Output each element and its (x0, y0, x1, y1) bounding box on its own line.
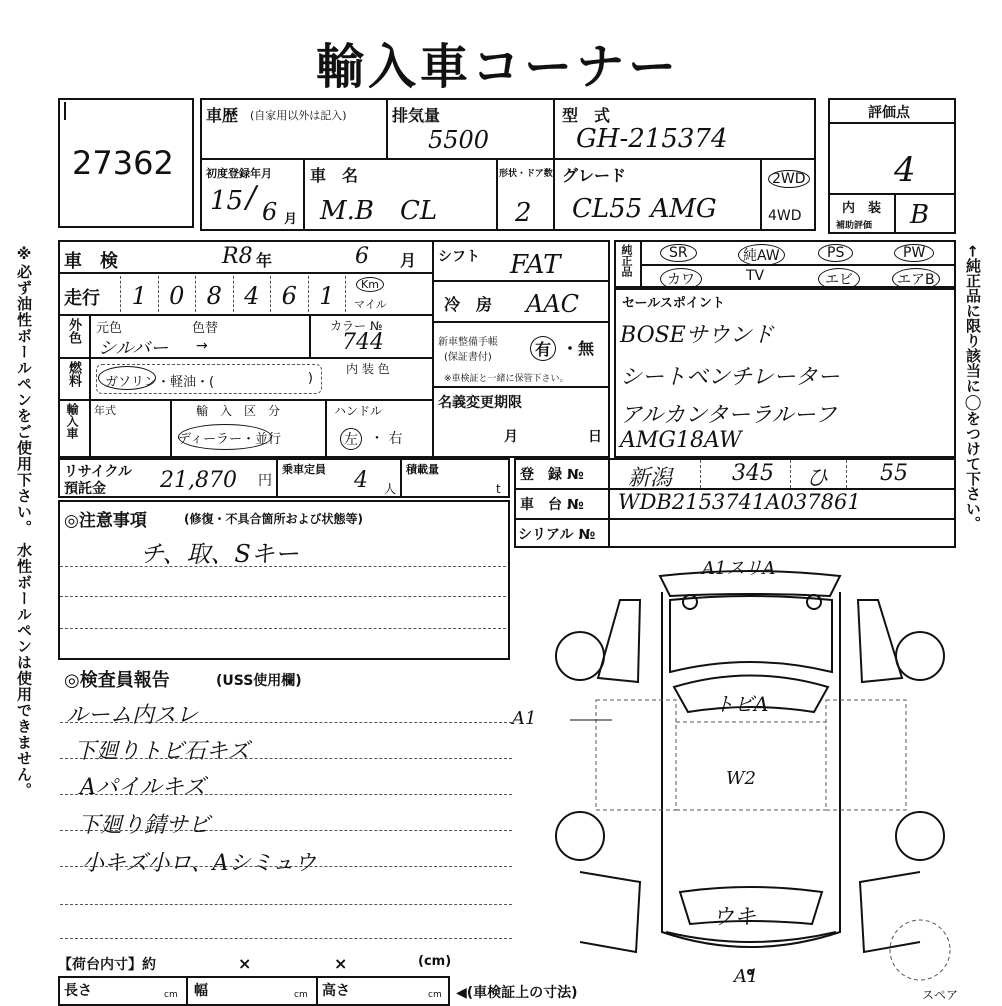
new-car-book-label: 新車整備手帳 (438, 337, 498, 348)
diagram-front: A1スリA (702, 558, 776, 579)
report-line-4: 下廻り錆サビ (78, 813, 211, 838)
genuine-label: 純正品 (620, 244, 633, 277)
sales-point-2: シートベンチレーター (620, 365, 840, 390)
registration-area: 新潟 (628, 466, 673, 491)
mileage-digit: 1 (120, 276, 158, 312)
sales-points-label: セールスポイント (622, 296, 725, 311)
doors-value: 2 (515, 198, 532, 228)
fuel-options: ガソリン・軽油・( (105, 375, 215, 390)
diagram-roof: W2 (726, 768, 756, 789)
lot-number: 27362 (72, 144, 174, 182)
repaint-arrow: → (196, 338, 208, 354)
lot-number-box (58, 98, 194, 228)
mileage-digit: 6 (270, 276, 308, 312)
notes-title: ◎注意事項 (64, 511, 147, 531)
sales-point-1: BOSEサウンド (620, 323, 774, 348)
drive-2wd: 2WD (768, 170, 810, 188)
inspection-year-unit: 年 (256, 251, 273, 270)
report-line-5: 小キズ小ロ、Aシミュウ (82, 851, 317, 876)
recycle-fee: 21,870 (160, 468, 237, 493)
shape-doors-label: 形状・ドア数 (499, 169, 553, 179)
inspection-label: 車 検 (64, 251, 118, 272)
km-unit: Km (356, 277, 384, 292)
report-line-3: Aパイルキズ (80, 775, 206, 800)
sales-point-3: アルカンターラルーフ (620, 403, 837, 428)
displacement-label: 排気量 (392, 106, 441, 125)
history-note: (自家用以外は記入) (250, 109, 347, 122)
interior-color-label: 内 装 色 (346, 362, 390, 376)
length-label: 長さ (64, 983, 92, 999)
first-reg-label: 初度登録年月 (206, 167, 272, 180)
import-options: ディーラー・並行 (178, 432, 281, 447)
equip-aw: 純AW (738, 244, 785, 266)
keep-note: ※車検証と一緒に保管下さい。 (444, 374, 569, 384)
shift-value: FAT (510, 250, 561, 280)
report-subtitle: (USS使用欄) (216, 673, 302, 689)
dealer-circle (178, 424, 272, 450)
handle-right: ・ 右 (370, 431, 403, 447)
persons-unit: 人 (384, 482, 397, 496)
equip-pw: PW (894, 244, 934, 262)
mileage-digit: 1 (308, 276, 347, 312)
inspection-year: R8 (222, 244, 253, 269)
width-cm: cm (294, 990, 308, 1000)
recycle-label-1: リサイクル (64, 464, 133, 480)
side-note-left: ※必ず油性ボールペンをご使用下さい。 水性ボールペンは使用できません。 (15, 245, 33, 799)
drive-4wd: 4WD (768, 208, 802, 224)
first-reg-slash: / (246, 180, 257, 215)
height-label: 高さ (322, 983, 350, 999)
report-line-2: 下廻りトビ石キズ (74, 739, 250, 764)
width-label: 幅 (194, 983, 208, 999)
equip-airbag: エアB (892, 268, 940, 290)
displacement-value: 5500 (428, 126, 490, 154)
first-reg-month: 6 (262, 198, 278, 226)
shift-label: シフト (438, 249, 480, 265)
sales-point-4: AMG18AW (620, 428, 742, 453)
chassis-value: WDB2153741A037861 (618, 490, 861, 514)
has-no: ・無 (562, 339, 595, 358)
mileage-digits (120, 276, 346, 312)
gasoline-circle (98, 366, 156, 390)
inspection-month: 6 (355, 244, 369, 269)
fuel-label: 燃料 (66, 361, 81, 387)
ac-value: AAC (526, 290, 580, 318)
mileage-digit: 4 (233, 276, 271, 312)
height-cm: cm (428, 990, 442, 1000)
color-no-value: 744 (342, 330, 384, 355)
diagram-hood: トビA (714, 692, 769, 716)
registration-class: 345 (732, 461, 774, 486)
cargo-cm: (cm) (418, 954, 452, 969)
equip-sr: SR (660, 244, 697, 262)
model-year-label: 年式 (94, 404, 116, 417)
registration-number: 55 (880, 461, 908, 486)
capacity-label: 乗車定員 (282, 463, 326, 476)
recycle-label-2: 預託金 (64, 481, 106, 497)
equip-tv: TV (746, 268, 765, 284)
registration-kana: ひ (806, 466, 829, 491)
mile-unit: マイル (354, 298, 387, 311)
name-change-month: 月 (504, 429, 518, 445)
inspection-month-unit: 月 (400, 251, 417, 270)
name-change-label: 名義変更期限 (438, 395, 522, 411)
orig-color-value: シルバー (98, 338, 169, 359)
repaint-label: 色替 (192, 321, 219, 336)
notes-value: チ、取、Sキー (140, 540, 299, 568)
cargo-times-1: × (238, 954, 252, 973)
car-name-label: 車 名 (310, 166, 359, 185)
supplementary-label: 補助評価 (836, 221, 873, 231)
mileage-digit: 0 (158, 276, 196, 312)
handle-label: ハンドル (334, 404, 383, 418)
side-note-right: ←純正品に限り該当に◯をつけて下さい。 (964, 245, 982, 531)
import-car-label: 輸入車 (65, 403, 79, 439)
has-yes: 有 (530, 336, 556, 361)
color-no-label: カラー № (330, 319, 383, 333)
diagram-rear-bottom: A1 (734, 966, 759, 987)
ac-label: 冷 房 (444, 295, 493, 314)
orig-color-label: 元色 (96, 321, 123, 336)
mileage-label: 走行 (64, 288, 100, 309)
capacity-value: 4 (354, 468, 368, 493)
import-class-label: 輸 入 区 分 (196, 404, 281, 418)
spare-label: スペア (922, 988, 959, 1002)
report-line-1: ルーム内スレ (66, 703, 199, 728)
load-label: 積載量 (406, 463, 439, 476)
first-reg-year: 15 (210, 186, 244, 216)
grade-label: グレード (562, 166, 627, 185)
chassis-label: 車 台 № (520, 497, 584, 513)
diagram-side: A1 (512, 708, 537, 729)
mileage-digit: 8 (195, 276, 233, 312)
history-label: 車歴 (206, 106, 239, 125)
serial-label: シリアル № (518, 527, 596, 543)
exterior-label: 外色 (66, 318, 81, 344)
registration-label: 登 録 № (520, 467, 584, 483)
grade-points-label: 評価点 (868, 105, 910, 121)
page-title: 輸入車コーナー (316, 39, 681, 95)
diagram-rear: ウキ (712, 905, 757, 930)
ton-unit: t (496, 482, 501, 496)
first-reg-month-unit: 月 (284, 212, 298, 227)
cargo-times-2: × (334, 954, 348, 973)
equip-leather: カワ (660, 268, 702, 290)
length-cm: cm (164, 990, 178, 1000)
notes-subtitle: (修復・不具合箇所および状態等) (184, 512, 363, 526)
warranty-label: (保証書付) (444, 352, 492, 363)
car-name-value: M.B CL (320, 196, 438, 226)
report-title: ◎検査員報告 (64, 670, 170, 691)
interior-grade-value: B (910, 200, 930, 230)
handle-left: 左 (340, 428, 362, 450)
cargo-label: 【荷台内寸】約 (58, 957, 156, 973)
interior-label: 内 装 (842, 201, 882, 216)
model-label: 型 式 (562, 106, 611, 125)
grade-points-value: 4 (894, 150, 916, 190)
cert-size-label: ◀(車検証上の寸法) (456, 985, 578, 1001)
yen-unit: 円 (258, 473, 272, 489)
equip-ps: PS (818, 244, 853, 262)
equip-ebi: エビ (818, 268, 860, 290)
model-value: GH-215374 (576, 124, 728, 154)
name-change-day: 日 (588, 429, 602, 445)
grade-value: CL55 AMG (572, 194, 717, 224)
fuel-close: ) (307, 371, 313, 386)
